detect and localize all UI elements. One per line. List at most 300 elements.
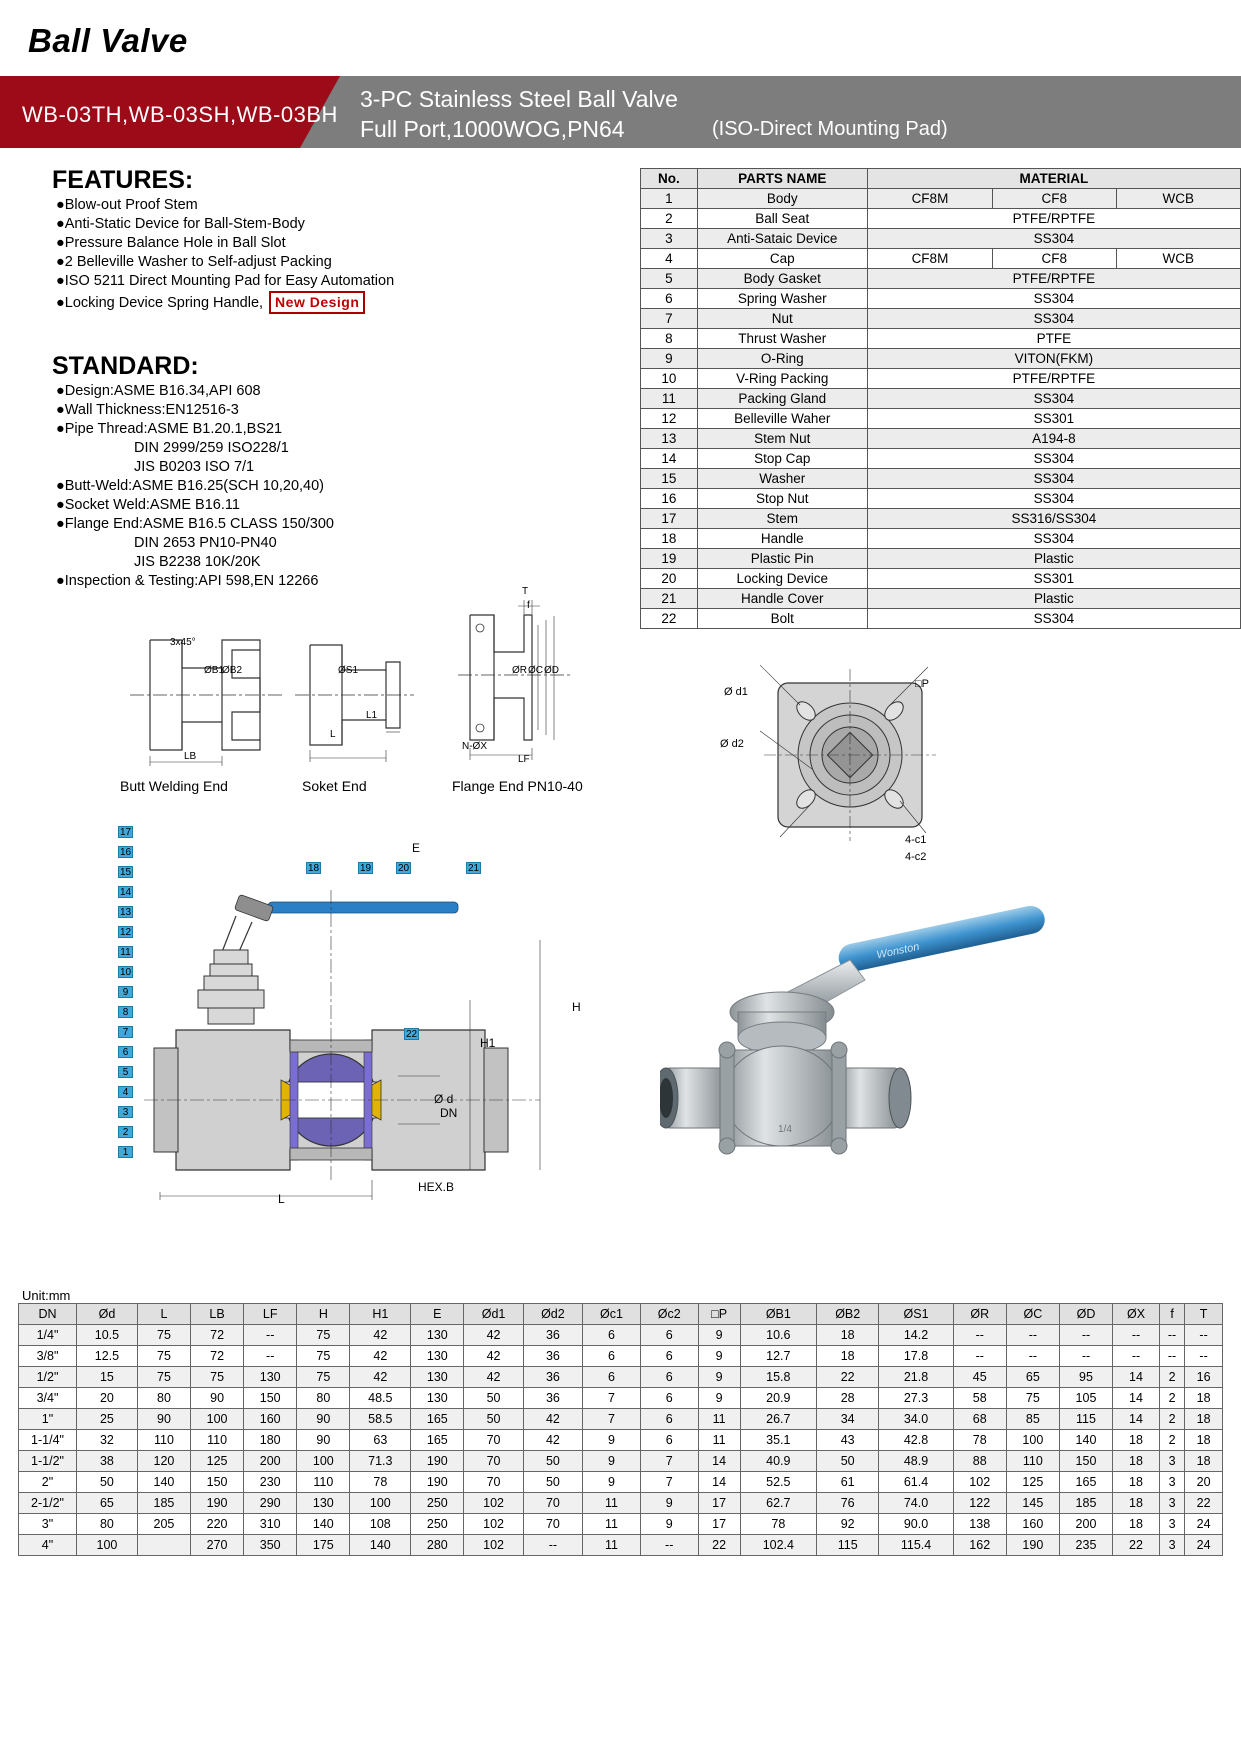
parts-table-row xyxy=(641,209,1241,229)
dim-cell: 140 xyxy=(1059,1430,1112,1451)
dim-cell: 76 xyxy=(817,1493,879,1514)
parts-name: V-Ring Packing xyxy=(697,369,867,389)
parts-table-row xyxy=(641,249,1241,269)
dim-dn: DN xyxy=(440,1106,458,1120)
parts-name: Washer xyxy=(697,469,867,489)
dim-cell: -- xyxy=(1006,1346,1059,1367)
dim-cell: 35.1 xyxy=(740,1430,816,1451)
dim-cell: 3" xyxy=(19,1514,77,1535)
dim-cell: 205 xyxy=(137,1514,190,1535)
dim-cell: 9 xyxy=(583,1451,641,1472)
dim-cell: 75 xyxy=(137,1367,190,1388)
dim-cell: 36 xyxy=(523,1325,582,1346)
model-codes: WB-03TH,WB-03SH,WB-03BH xyxy=(22,102,338,127)
dim-cell: 65 xyxy=(77,1493,138,1514)
dim-cell: 42 xyxy=(350,1346,411,1367)
dim-cell: 70 xyxy=(523,1514,582,1535)
dim-cell: 110 xyxy=(191,1430,244,1451)
dim-table-row xyxy=(19,1367,1223,1388)
dim-header: ØR xyxy=(953,1304,1006,1325)
callout-21: 21 xyxy=(467,863,480,874)
parts-no: 22 xyxy=(641,609,698,629)
dim-cell: 61.4 xyxy=(879,1472,953,1493)
dim-h1: H1 xyxy=(480,1036,496,1050)
dim-cell: 27.3 xyxy=(879,1388,953,1409)
dim-cell: 42 xyxy=(464,1367,523,1388)
parts-table-row xyxy=(641,469,1241,489)
standard-item: DIN 2999/259 ISO228/1 xyxy=(134,440,289,456)
dim-cell: 6 xyxy=(640,1388,698,1409)
dim-cell: 18 xyxy=(817,1325,879,1346)
dim-od: Ø d xyxy=(434,1092,454,1106)
dim-header: ØX xyxy=(1113,1304,1160,1325)
dim-cell: 10.5 xyxy=(77,1325,138,1346)
dim-cell: 7 xyxy=(640,1451,698,1472)
dim-cell: 2" xyxy=(19,1472,77,1493)
parts-table-row xyxy=(641,589,1241,609)
dim-l: L xyxy=(278,1192,285,1206)
label-chamfer: 3x45° xyxy=(170,637,196,648)
dim-header: Ød1 xyxy=(464,1304,523,1325)
standard-item: ●Inspection & Testing:API 598,EN 12266 xyxy=(56,573,319,589)
dim-cell: 108 xyxy=(350,1514,411,1535)
dim-cell: 140 xyxy=(350,1535,411,1556)
parts-name: Belleville Waher xyxy=(697,409,867,429)
section-balloon-4: 4 xyxy=(118,1086,133,1098)
dim-cell: 9 xyxy=(698,1367,740,1388)
dim-cell: 10.6 xyxy=(740,1325,816,1346)
dim-cell: 130 xyxy=(244,1367,297,1388)
dim-cell: 42.8 xyxy=(879,1430,953,1451)
parts-material: SS304 xyxy=(867,529,1240,549)
dimension-table xyxy=(18,1303,1223,1556)
dim-cell: 6 xyxy=(640,1430,698,1451)
dim-cell: 185 xyxy=(137,1493,190,1514)
dim-hex-b: HEX.B xyxy=(418,1180,455,1194)
dim-cell: 9 xyxy=(640,1514,698,1535)
dim-header: ØD xyxy=(1059,1304,1112,1325)
dim-cell: 250 xyxy=(411,1493,464,1514)
dim-header: E xyxy=(411,1304,464,1325)
parts-no: 7 xyxy=(641,309,698,329)
dim-cell: 115 xyxy=(1059,1409,1112,1430)
dim-cell: 165 xyxy=(411,1409,464,1430)
dim-header: H xyxy=(297,1304,350,1325)
dim-header: Øc2 xyxy=(640,1304,698,1325)
parts-material: SS301 xyxy=(867,569,1240,589)
label-lf: LF xyxy=(518,754,530,765)
caption-butt-welding-end: Butt Welding End xyxy=(120,778,228,794)
dim-cell: 9 xyxy=(698,1388,740,1409)
dim-cell: 7 xyxy=(583,1388,641,1409)
dim-cell: 115 xyxy=(817,1535,879,1556)
dim-header: DN xyxy=(19,1304,77,1325)
dim-cell: 65 xyxy=(1006,1367,1059,1388)
dim-cell: 18 xyxy=(1113,1493,1160,1514)
dim-cell: 50 xyxy=(817,1451,879,1472)
parts-table-row xyxy=(641,229,1241,249)
parts-no: 10 xyxy=(641,369,698,389)
feature-item: ●2 Belleville Washer to Self-adjust Packing xyxy=(56,254,332,270)
label-od2: Ø d2 xyxy=(720,738,744,750)
dim-cell: 175 xyxy=(297,1535,350,1556)
dim-cell: 48.5 xyxy=(350,1388,411,1409)
dim-cell: 165 xyxy=(411,1430,464,1451)
dim-cell: -- xyxy=(640,1535,698,1556)
parts-no: 11 xyxy=(641,389,698,409)
dim-cell: 45 xyxy=(953,1367,1006,1388)
standard-item: JIS B2238 10K/20K xyxy=(134,554,261,570)
feature-item: ●Pressure Balance Hole in Ball Slot xyxy=(56,235,286,251)
dim-cell: 90 xyxy=(191,1388,244,1409)
dim-cell: 48.9 xyxy=(879,1451,953,1472)
parts-no: 15 xyxy=(641,469,698,489)
parts-no: 5 xyxy=(641,269,698,289)
iso-mounting-pad-drawing xyxy=(760,665,940,845)
parts-name: Ball Seat xyxy=(697,209,867,229)
label-oc: ØC xyxy=(528,665,543,676)
feature-item: ●Blow-out Proof Stem xyxy=(56,197,198,213)
dim-cell: 90 xyxy=(137,1409,190,1430)
dim-cell: -- xyxy=(523,1535,582,1556)
parts-name: Locking Device xyxy=(697,569,867,589)
dim-cell: 190 xyxy=(411,1451,464,1472)
dim-table-row xyxy=(19,1325,1223,1346)
dim-cell: 9 xyxy=(583,1430,641,1451)
dim-cell: 15 xyxy=(77,1367,138,1388)
dim-header: f xyxy=(1159,1304,1184,1325)
valve-section-drawing xyxy=(140,880,610,1210)
dim-cell: 160 xyxy=(244,1409,297,1430)
svg-text:Wonston: Wonston xyxy=(875,940,921,962)
dim-cell: 102.4 xyxy=(740,1535,816,1556)
product-name-line2: Full Port,1000WOG,PN64 xyxy=(360,116,625,142)
product-name-line1: 3-PC Stainless Steel Ball Valve xyxy=(360,86,678,112)
dim-cell: 122 xyxy=(953,1493,1006,1514)
parts-no: 8 xyxy=(641,329,698,349)
dim-cell: 110 xyxy=(297,1472,350,1493)
parts-material: CF8M xyxy=(867,249,992,269)
dim-cell: 15.8 xyxy=(740,1367,816,1388)
label-or: ØR xyxy=(512,665,527,676)
dim-cell: 75 xyxy=(137,1346,190,1367)
dim-cell: 50 xyxy=(77,1472,138,1493)
section-balloon-10: 10 xyxy=(119,967,132,978)
parts-material: CF8 xyxy=(993,189,1117,209)
standard-list xyxy=(56,382,616,591)
dim-cell: 18 xyxy=(1185,1409,1223,1430)
dim-header: ØB1 xyxy=(740,1304,816,1325)
dim-cell: 70 xyxy=(523,1493,582,1514)
dim-cell: 3 xyxy=(1159,1451,1184,1472)
dim-cell: 32 xyxy=(77,1430,138,1451)
dim-cell: 68 xyxy=(953,1409,1006,1430)
parts-material: PTFE/RPTFE xyxy=(867,209,1240,229)
parts-header-no: No. xyxy=(641,169,698,189)
feature-item: ●Locking Device Spring Handle, New Design xyxy=(56,291,616,314)
parts-no: 19 xyxy=(641,549,698,569)
dim-cell: 92 xyxy=(817,1514,879,1535)
dim-cell: 17 xyxy=(698,1514,740,1535)
dim-cell: 110 xyxy=(137,1430,190,1451)
dim-cell: 34.0 xyxy=(879,1409,953,1430)
dim-cell: 1-1/2" xyxy=(19,1451,77,1472)
dim-cell: 22 xyxy=(1113,1535,1160,1556)
dim-cell: 26.7 xyxy=(740,1409,816,1430)
dim-cell: 3/8" xyxy=(19,1346,77,1367)
parts-table-row xyxy=(641,409,1241,429)
dim-cell: -- xyxy=(1113,1325,1160,1346)
dim-cell: 71.3 xyxy=(350,1451,411,1472)
parts-name: Handle Cover xyxy=(697,589,867,609)
dim-cell: 14 xyxy=(1113,1409,1160,1430)
dim-cell: 21.8 xyxy=(879,1367,953,1388)
dim-header: ØC xyxy=(1006,1304,1059,1325)
dim-cell: 17 xyxy=(698,1493,740,1514)
section-balloon-11: 11 xyxy=(118,946,133,958)
dim-cell: 20 xyxy=(1185,1472,1223,1493)
dim-cell: 12.7 xyxy=(740,1346,816,1367)
dim-cell: 9 xyxy=(698,1346,740,1367)
standard-item: ●Pipe Thread:ASME B1.20.1,BS21 xyxy=(56,421,283,437)
parts-material: SS304 xyxy=(867,309,1240,329)
dim-cell: 160 xyxy=(1006,1514,1059,1535)
dim-table-row xyxy=(19,1472,1223,1493)
dim-cell: 20.9 xyxy=(740,1388,816,1409)
parts-material: SS304 xyxy=(867,609,1240,629)
dim-cell: 130 xyxy=(297,1493,350,1514)
parts-name: Body Gasket xyxy=(697,269,867,289)
dim-cell: 42 xyxy=(464,1346,523,1367)
dim-cell: 140 xyxy=(297,1514,350,1535)
parts-material: PTFE xyxy=(867,329,1240,349)
dim-cell: 12.5 xyxy=(77,1346,138,1367)
section-balloon-3: 3 xyxy=(118,1106,133,1118)
parts-no: 18 xyxy=(641,529,698,549)
parts-material: SS304 xyxy=(867,469,1240,489)
parts-no: 2 xyxy=(641,209,698,229)
feature-item: ●Anti-Static Device for Ball-Stem-Body xyxy=(56,216,305,232)
callout-18: 18 xyxy=(307,863,320,874)
label-od: ØD xyxy=(544,665,559,676)
dim-cell: 90 xyxy=(297,1430,350,1451)
dim-cell: 14 xyxy=(1113,1367,1160,1388)
dim-cell: 1/4" xyxy=(19,1325,77,1346)
dim-cell: 78 xyxy=(740,1514,816,1535)
dim-cell: 100 xyxy=(77,1535,138,1556)
dim-header: Ød xyxy=(77,1304,138,1325)
dim-cell: 130 xyxy=(411,1388,464,1409)
dim-header: Ød2 xyxy=(523,1304,582,1325)
dim-cell: 125 xyxy=(1006,1472,1059,1493)
parts-name: Stem Nut xyxy=(697,429,867,449)
parts-material: Plastic xyxy=(867,589,1240,609)
dim-cell: 18 xyxy=(1185,1388,1223,1409)
dim-cell: -- xyxy=(953,1346,1006,1367)
dim-cell: 138 xyxy=(953,1514,1006,1535)
dim-cell: 16 xyxy=(1185,1367,1223,1388)
dim-cell: 100 xyxy=(191,1409,244,1430)
dim-cell: 7 xyxy=(640,1472,698,1493)
dim-cell: 58 xyxy=(953,1388,1006,1409)
parts-no: 1 xyxy=(641,189,698,209)
dim-cell: 20 xyxy=(77,1388,138,1409)
dim-cell: 75 xyxy=(297,1325,350,1346)
dim-cell: 42 xyxy=(523,1430,582,1451)
dim-cell: 18 xyxy=(1113,1472,1160,1493)
dim-cell: 52.5 xyxy=(740,1472,816,1493)
dim-table-row xyxy=(19,1409,1223,1430)
dim-cell: 42 xyxy=(350,1367,411,1388)
dim-header: L xyxy=(137,1304,190,1325)
unit-label: Unit:mm xyxy=(22,1288,71,1303)
parts-material: SS304 xyxy=(867,229,1240,249)
dim-cell: 130 xyxy=(411,1346,464,1367)
parts-no: 9 xyxy=(641,349,698,369)
dim-table-row xyxy=(19,1535,1223,1556)
section-balloon-1: 1 xyxy=(118,1146,133,1158)
dim-cell: 130 xyxy=(411,1367,464,1388)
parts-material: Plastic xyxy=(867,549,1240,569)
dim-cell: 75 xyxy=(191,1367,244,1388)
dim-cell: 190 xyxy=(1006,1535,1059,1556)
parts-material: A194-8 xyxy=(867,429,1240,449)
dim-header: T xyxy=(1185,1304,1223,1325)
dim-cell: 270 xyxy=(191,1535,244,1556)
page-title: Ball Valve xyxy=(28,22,188,59)
dim-table-row xyxy=(19,1451,1223,1472)
standard-item: JIS B0203 ISO 7/1 xyxy=(134,459,255,475)
dim-cell: 1/2" xyxy=(19,1367,77,1388)
label-n-ox: N-ØX xyxy=(462,741,487,752)
label-4-c1: 4-c1 xyxy=(905,834,927,846)
section-balloon-14: 14 xyxy=(119,887,132,898)
section-balloon-12: 12 xyxy=(119,927,132,938)
dim-cell: 130 xyxy=(411,1325,464,1346)
parts-table-row xyxy=(641,189,1241,209)
parts-no: 6 xyxy=(641,289,698,309)
dim-cell: 11 xyxy=(698,1409,740,1430)
parts-name: Plastic Pin xyxy=(697,549,867,569)
dim-cell: 90 xyxy=(297,1409,350,1430)
dim-cell: 22 xyxy=(1185,1493,1223,1514)
dim-cell: 70 xyxy=(464,1430,523,1451)
dim-cell: 140 xyxy=(137,1472,190,1493)
parts-material: SS316/SS304 xyxy=(867,509,1240,529)
parts-table-row xyxy=(641,289,1241,309)
dim-cell: 50 xyxy=(464,1388,523,1409)
label-ob1: ØB1 xyxy=(204,665,225,676)
dim-cell: -- xyxy=(1113,1346,1160,1367)
parts-table-row xyxy=(641,549,1241,569)
dim-table-row xyxy=(19,1514,1223,1535)
section-balloon-8: 8 xyxy=(118,1006,133,1018)
dim-header: ØS1 xyxy=(879,1304,953,1325)
section-balloon-7: 7 xyxy=(118,1026,133,1038)
dim-cell: -- xyxy=(1185,1346,1223,1367)
standard-item: ●Flange End:ASME B16.5 CLASS 150/300 xyxy=(56,516,334,532)
parts-table-row xyxy=(641,349,1241,369)
dim-cell: 61 xyxy=(817,1472,879,1493)
dim-cell: 24 xyxy=(1185,1535,1223,1556)
dim-cell: 2-1/2" xyxy=(19,1493,77,1514)
dim-cell: 9 xyxy=(698,1325,740,1346)
parts-table-row xyxy=(641,309,1241,329)
parts-name: Stem xyxy=(697,509,867,529)
features-heading: FEATURES: xyxy=(52,166,194,194)
dim-cell: 250 xyxy=(411,1514,464,1535)
dim-header: □P xyxy=(698,1304,740,1325)
dim-cell: 3/4" xyxy=(19,1388,77,1409)
parts-table xyxy=(640,168,1241,629)
dim-cell: 40.9 xyxy=(740,1451,816,1472)
callout-22: 22 xyxy=(405,1029,418,1040)
parts-material: SS301 xyxy=(867,409,1240,429)
parts-name: Anti-Sataic Device xyxy=(697,229,867,249)
dim-cell: 62.7 xyxy=(740,1493,816,1514)
label-od1: Ø d1 xyxy=(724,686,748,698)
dim-cell: 70 xyxy=(464,1472,523,1493)
parts-no: 12 xyxy=(641,409,698,429)
dim-cell: 150 xyxy=(191,1472,244,1493)
dim-cell: 280 xyxy=(411,1535,464,1556)
label-l: L xyxy=(330,729,336,740)
dim-cell: 11 xyxy=(583,1535,641,1556)
dim-cell: -- xyxy=(1059,1346,1112,1367)
parts-no: 13 xyxy=(641,429,698,449)
parts-material: SS304 xyxy=(867,389,1240,409)
dim-table-row xyxy=(19,1430,1223,1451)
dim-cell xyxy=(137,1535,190,1556)
parts-material: WCB xyxy=(1116,249,1240,269)
dim-cell: -- xyxy=(1006,1325,1059,1346)
section-balloon-15: 15 xyxy=(119,867,132,878)
dim-cell: 2 xyxy=(1159,1430,1184,1451)
dim-cell: 125 xyxy=(191,1451,244,1472)
dim-cell: 102 xyxy=(464,1493,523,1514)
parts-table-row xyxy=(641,369,1241,389)
parts-header-material: MATERIAL xyxy=(867,169,1240,189)
parts-name: Nut xyxy=(697,309,867,329)
dim-cell: 36 xyxy=(523,1367,582,1388)
dim-cell: 18 xyxy=(1113,1430,1160,1451)
parts-material: WCB xyxy=(1116,189,1240,209)
dim-cell: 145 xyxy=(1006,1493,1059,1514)
parts-no: 3 xyxy=(641,229,698,249)
dim-cell: 75 xyxy=(297,1367,350,1388)
parts-name: Spring Washer xyxy=(697,289,867,309)
dim-cell: -- xyxy=(1159,1325,1184,1346)
parts-name: Thrust Washer xyxy=(697,329,867,349)
dim-cell: 3 xyxy=(1159,1535,1184,1556)
dim-cell: 50 xyxy=(523,1451,582,1472)
parts-material: PTFE/RPTFE xyxy=(867,269,1240,289)
dim-e: E xyxy=(412,841,421,855)
standard-item: ●Wall Thickness:EN12516-3 xyxy=(56,402,239,418)
dim-cell: 74.0 xyxy=(879,1493,953,1514)
caption-socket-end: Soket End xyxy=(302,778,367,794)
product-photo xyxy=(660,900,1100,1240)
dim-cell: 36 xyxy=(523,1388,582,1409)
dim-cell: 95 xyxy=(1059,1367,1112,1388)
dim-header: H1 xyxy=(350,1304,411,1325)
dim-cell: 75 xyxy=(297,1346,350,1367)
parts-table-row xyxy=(641,269,1241,289)
iso-mounting-note: (ISO-Direct Mounting Pad) xyxy=(712,118,948,140)
parts-material: SS304 xyxy=(867,489,1240,509)
dim-cell: 6 xyxy=(583,1367,641,1388)
parts-table-row xyxy=(641,489,1241,509)
